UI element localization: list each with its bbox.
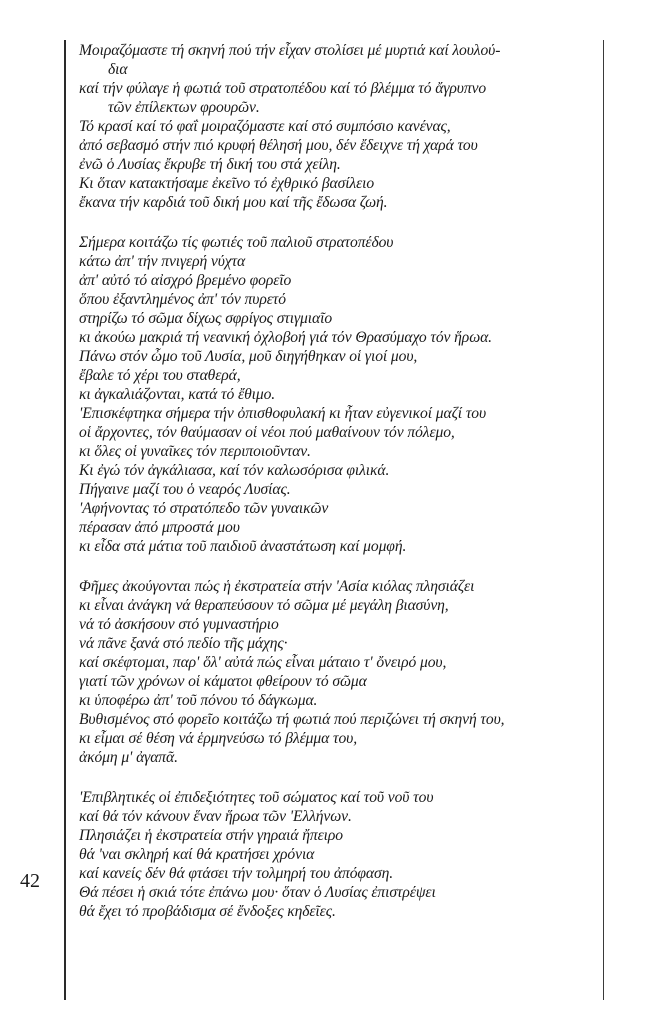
poem-line: ὅπου ἐξαντλημένος ἀπ' τόν πυρετό xyxy=(79,291,286,308)
right-margin-rule xyxy=(603,40,604,1000)
poem-line: κι ἀκούω μακριά τή νεανική ὀχλοβοή γιά τόν Θρασύμαχο τόν ἥρωα. xyxy=(79,329,492,346)
poem-line: οἱ ἄρχοντες, τόν θαύμασαν οἱ νέοι πού μαθαίνουν τόν πόλεμο, xyxy=(79,424,455,441)
poem-body xyxy=(79,41,599,942)
poem-line: Πλησιάζει ἡ ἐκστρατεία στήν γηραιά ἤπειρο xyxy=(79,827,343,844)
poem-line: τῶν ἐπίλεκτων φρουρῶν. xyxy=(108,99,260,116)
poem-line: καί θά τόν κάνουν ἕναν ἥρωα τῶν 'Ελλήνων. xyxy=(79,808,352,825)
poem-line: νά πᾶνε ξανά στό πεδίο τῆς μάχης· xyxy=(79,635,288,652)
page-number: 42 xyxy=(20,870,40,892)
poem-line: Τό κρασί καί τό φαΐ μοιραζόμαστε καί στό συμπόσιο κανένας, xyxy=(79,118,451,135)
poem-line: Σήμερα κοιτάζω τίς φωτιές τοῦ παλιοῦ στρατοπέδου xyxy=(79,234,394,251)
stanza xyxy=(79,788,599,921)
poem-line: Θά πέσει ἡ σκιά τότε ἐπάνω μου· ὅταν ὁ Λυσίας ἐπιστρέψει xyxy=(79,884,436,901)
poem-line: ἔβαλε τό χέρι του σταθερά, xyxy=(79,367,241,384)
poem-line: ἔκανα τήν καρδιά τοῦ δική μου καί τῆς ἔδωσα ζωή. xyxy=(79,194,388,211)
poem-line: θά 'ναι σκληρή καί θά κρατήσει χρόνια xyxy=(79,846,315,863)
stanza xyxy=(79,41,599,212)
poem-line: κι εἶναι ἀνάγκη νά θεραπεύσουν τό σῶμα μέ μεγάλη βιασύνη, xyxy=(79,597,449,614)
poem-line: θά ἔχει τό προβάδισμα σέ ἔνδοξες κηδεῖες. xyxy=(79,903,336,920)
poem-line: ἀκόμη μ' ἀγαπᾶ. xyxy=(79,749,178,766)
poem-line: γιατί τῶν χρόνων οἱ κάματοι φθείρουν τό σῶμα xyxy=(79,673,367,690)
poem-line: Βυθισμένος στό φορεῖο κοιτάζω τή φωτιά πού περιζώνει τή σκηνή του, xyxy=(79,711,505,728)
poem-line: Μοιραζόμαστε τή σκηνή πού τήν εἶχαν στολίσει μέ μυρτιά καί λουλού- xyxy=(79,42,501,59)
poem-line: κι ὅλες οἱ γυναῖκες τόν περιποιοῦνταν. xyxy=(79,443,311,460)
poem-line: στηρίζω τό σῶμα δίχως σφρίγος στιγμιαῖο xyxy=(79,310,333,327)
poem-line: Πάνω στόν ὦμο τοῦ Λυσία, μοῦ διηγήθηκαν οἱ γιοί μου, xyxy=(79,348,418,365)
poem-line: κι εἶμαι σέ θέση νά ἑρμηνεύσω τό βλέμμα του, xyxy=(79,730,358,747)
poem-line: 'Επισκέφτηκα σήμερα τήν ὀπισθοφυλακή κι ἦταν εὐγενικοί μαζί του xyxy=(79,405,487,422)
poem-line: νά τό ἀσκήσουν στό γυμναστήριο xyxy=(79,616,279,633)
poem-line: Κι ὅταν κατακτήσαμε ἐκεῖνο τό ἐχθρικό βασίλειο xyxy=(79,175,375,192)
stanza xyxy=(79,577,599,767)
poem-line: κι ὑποφέρω ἀπ' τοῦ πόνου τό δάγκωμα. xyxy=(79,692,318,709)
stanza xyxy=(79,233,599,556)
poem-line: καί κανείς δέν θά φτάσει τήν τολμηρή του ἀπόφαση. xyxy=(79,865,394,882)
poem-line: ἀπό σεβασμό στήν πιό κρυφή θέλησή μου, δέν ἔδειχνε τή χαρά του xyxy=(79,137,478,154)
poem-line: καί τήν φύλαγε ἡ φωτιά τοῦ στρατοπέδου καί τό βλέμμα τό ἄγρυπνο xyxy=(79,80,487,97)
poem-line: ἐνῶ ὁ Λυσίας ἔκρυβε τή δική του στά χείλη. xyxy=(79,156,341,173)
poem-line: 'Αφήνοντας τό στρατόπεδο τῶν γυναικῶν xyxy=(79,500,329,517)
poem-line: δια xyxy=(108,61,128,78)
left-margin-rule xyxy=(64,40,66,1000)
poem-line: πέρασαν ἀπό μπροστά μου xyxy=(79,519,240,536)
poem-line: κι εἶδα στά μάτια τοῦ παιδιοῦ ἀναστάτωση καί μομφή. xyxy=(79,538,407,555)
poem-line: Πήγαινε μαζί του ὁ νεαρός Λυσίας. xyxy=(79,481,291,498)
poem-line: Φῆμες ἀκούγονται πώς ἡ ἐκστρατεία στήν 'Ασία κιόλας πλησιάζει xyxy=(79,578,475,595)
poem-line: καί σκέφτομαι, παρ' ὅλ' αὐτά πώς εἶναι μάταιο τ' ὄνειρό μου, xyxy=(79,654,447,671)
poem-line: ἀπ' αὐτό τό αἰσχρό βρεμένο φορεῖο xyxy=(79,272,292,289)
poem-line: Κι ἐγώ τόν ἀγκάλιασα, καί τόν καλωσόρισα φιλικά. xyxy=(79,462,390,479)
poem-line: 'Επιβλητικές οἱ ἐπιδεξιότητες τοῦ σώματος καί τοῦ νοῦ του xyxy=(79,789,434,806)
poem-line: κι ἀγκαλιάζονται, κατά τό ἔθιμο. xyxy=(79,386,276,403)
poem-line: κάτω ἀπ' τήν πνιγερή νύχτα xyxy=(79,253,246,270)
